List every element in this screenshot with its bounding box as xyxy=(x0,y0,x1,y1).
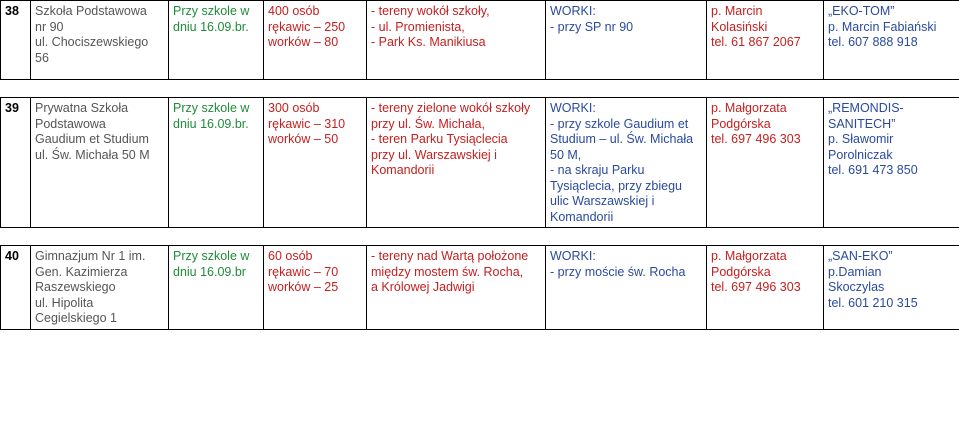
spacer-cell xyxy=(1,228,959,246)
participants-line: rękawic – 70 xyxy=(268,264,339,279)
participants-line: worków – 25 xyxy=(268,280,339,294)
bags-point-cell xyxy=(546,246,707,330)
participants-line: 300 osób xyxy=(268,101,320,115)
coordinator-line: tel. 61 867 2067 xyxy=(711,35,801,49)
bags-point-line: - przy szkole Gaudium et xyxy=(550,116,689,131)
coordinator-line: p. Małgorzata xyxy=(711,101,787,115)
participants-cell xyxy=(264,98,367,228)
coordinator-line: Podgórska xyxy=(711,264,771,279)
bags-point-line: WORKI: xyxy=(550,4,596,18)
school-line: ul. Chociszewskiego xyxy=(35,35,149,49)
coordinator-cell xyxy=(707,1,824,80)
date-line: dniu 16.09.br. xyxy=(173,19,249,34)
school-line: Raszewskiego xyxy=(35,280,116,294)
spacer-cell xyxy=(1,80,959,98)
school-line: ul. Św. Michała 50 M xyxy=(35,147,150,162)
company-line: Porolniczak xyxy=(828,147,893,162)
bags-point-cell xyxy=(546,1,707,80)
company-cell xyxy=(824,246,959,330)
row-number: 40 xyxy=(1,246,31,330)
company-line: „SAN-EKO” xyxy=(828,249,893,263)
company-line: tel. 607 888 918 xyxy=(828,35,918,49)
area-line: między mostem św. Rocha, xyxy=(371,264,524,279)
company-cell xyxy=(824,1,959,80)
coordinator-line: tel. 697 496 303 xyxy=(711,280,801,294)
participants-line: rękawic – 310 xyxy=(268,116,346,131)
date-cell xyxy=(169,98,264,228)
company-line: p. Sławomir xyxy=(828,132,894,146)
coordinator-line: Kolasiński xyxy=(711,19,768,34)
date-cell xyxy=(169,246,264,330)
school-line: Gen. Kazimierza xyxy=(35,264,128,279)
bags-point-cell xyxy=(546,98,707,228)
bags-point-line: - na skraju Parku xyxy=(550,163,645,177)
table-body xyxy=(1,1,959,330)
participants-line: 400 osób xyxy=(268,4,320,18)
bags-point-line: 50 M, xyxy=(550,147,582,162)
bags-point-line: - przy moście św. Rocha xyxy=(550,264,686,279)
school-line: 56 xyxy=(35,50,49,65)
company-line: tel. 691 473 850 xyxy=(828,163,918,177)
bags-point-line: - przy SP nr 90 xyxy=(550,19,634,34)
school-line: Gaudium et Studium xyxy=(35,132,149,146)
participants-line: 60 osób xyxy=(268,249,313,263)
table-row xyxy=(1,246,959,330)
company-line: tel. 601 210 315 xyxy=(828,295,918,310)
area-cell xyxy=(367,98,546,228)
area-line: - ul. Promienista, xyxy=(371,19,465,34)
row-number: 39 xyxy=(1,98,31,228)
bags-point-line: Komandorii xyxy=(550,209,614,224)
bags-point-line: Studium – ul. Św. Michała xyxy=(550,132,694,146)
school-line: Cegielskiego 1 xyxy=(35,311,117,325)
school-line: Prywatna Szkoła xyxy=(35,101,129,115)
area-line: a Królowej Jadwigi xyxy=(371,280,475,294)
row-number: 38 xyxy=(1,1,31,80)
bags-point-line: WORKI: xyxy=(550,101,596,115)
area-line: przy ul. Warszawskiej i xyxy=(371,147,497,162)
school-line: Podstawowa xyxy=(35,116,106,131)
date-line: Przy szkole w xyxy=(173,4,250,18)
company-cell xyxy=(824,98,959,228)
bags-point-line: ulic Warszawskiej i xyxy=(550,194,655,208)
school-line: nr 90 xyxy=(35,19,64,34)
date-line: Przy szkole w xyxy=(173,101,250,115)
bags-point-line: Tysiąclecia, przy zbiegu xyxy=(550,178,683,193)
date-cell xyxy=(169,1,264,80)
participants-cell xyxy=(264,1,367,80)
area-cell xyxy=(367,1,546,80)
participants-line: worków – 50 xyxy=(268,132,339,146)
area-cell xyxy=(367,246,546,330)
table-row xyxy=(1,98,959,228)
company-line: „EKO-TOM” xyxy=(828,4,895,18)
coordinator-cell xyxy=(707,98,824,228)
area-line: przy ul. Św. Michała, xyxy=(371,116,485,131)
school-line: Szkoła Podstawowa xyxy=(35,4,147,18)
company-line: p. Marcin Fabiański xyxy=(828,19,937,34)
coordinator-line: p. Małgorzata xyxy=(711,249,787,263)
area-line: - tereny zielone wokół szkoły xyxy=(371,101,531,115)
company-line: SANITECH” xyxy=(828,116,896,131)
date-line: dniu 16.09.br xyxy=(173,264,246,279)
coordinator-line: tel. 697 496 303 xyxy=(711,132,801,146)
area-line: - tereny wokół szkoły, xyxy=(371,4,490,18)
area-line: - Park Ks. Manikiusa xyxy=(371,35,486,49)
row-spacer xyxy=(1,80,959,98)
date-line: dniu 16.09.br. xyxy=(173,116,249,131)
company-line: „REMONDIS- xyxy=(828,101,904,115)
area-line: - teren Parku Tysiąclecia xyxy=(371,132,508,146)
date-line: Przy szkole w xyxy=(173,249,250,263)
coordinator-cell xyxy=(707,246,824,330)
company-line: p.Damian xyxy=(828,264,882,279)
participants-line: rękawic – 250 xyxy=(268,19,346,34)
bags-point-line: WORKI: xyxy=(550,249,596,263)
school-cell xyxy=(31,246,169,330)
school-line: Gimnazjum Nr 1 im. xyxy=(35,249,146,263)
area-line: - tereny nad Wartą położone xyxy=(371,249,529,263)
participants-line: worków – 80 xyxy=(268,35,339,49)
coordinator-line: Podgórska xyxy=(711,116,771,131)
company-line: Skoczylas xyxy=(828,280,885,294)
school-cell xyxy=(31,1,169,80)
participants-cell xyxy=(264,246,367,330)
row-spacer xyxy=(1,228,959,246)
table-row xyxy=(1,1,959,80)
school-line: ul. Hipolita xyxy=(35,295,94,310)
coordinator-line: p. Marcin xyxy=(711,4,763,18)
area-line: Komandorii xyxy=(371,163,435,177)
school-cell xyxy=(31,98,169,228)
